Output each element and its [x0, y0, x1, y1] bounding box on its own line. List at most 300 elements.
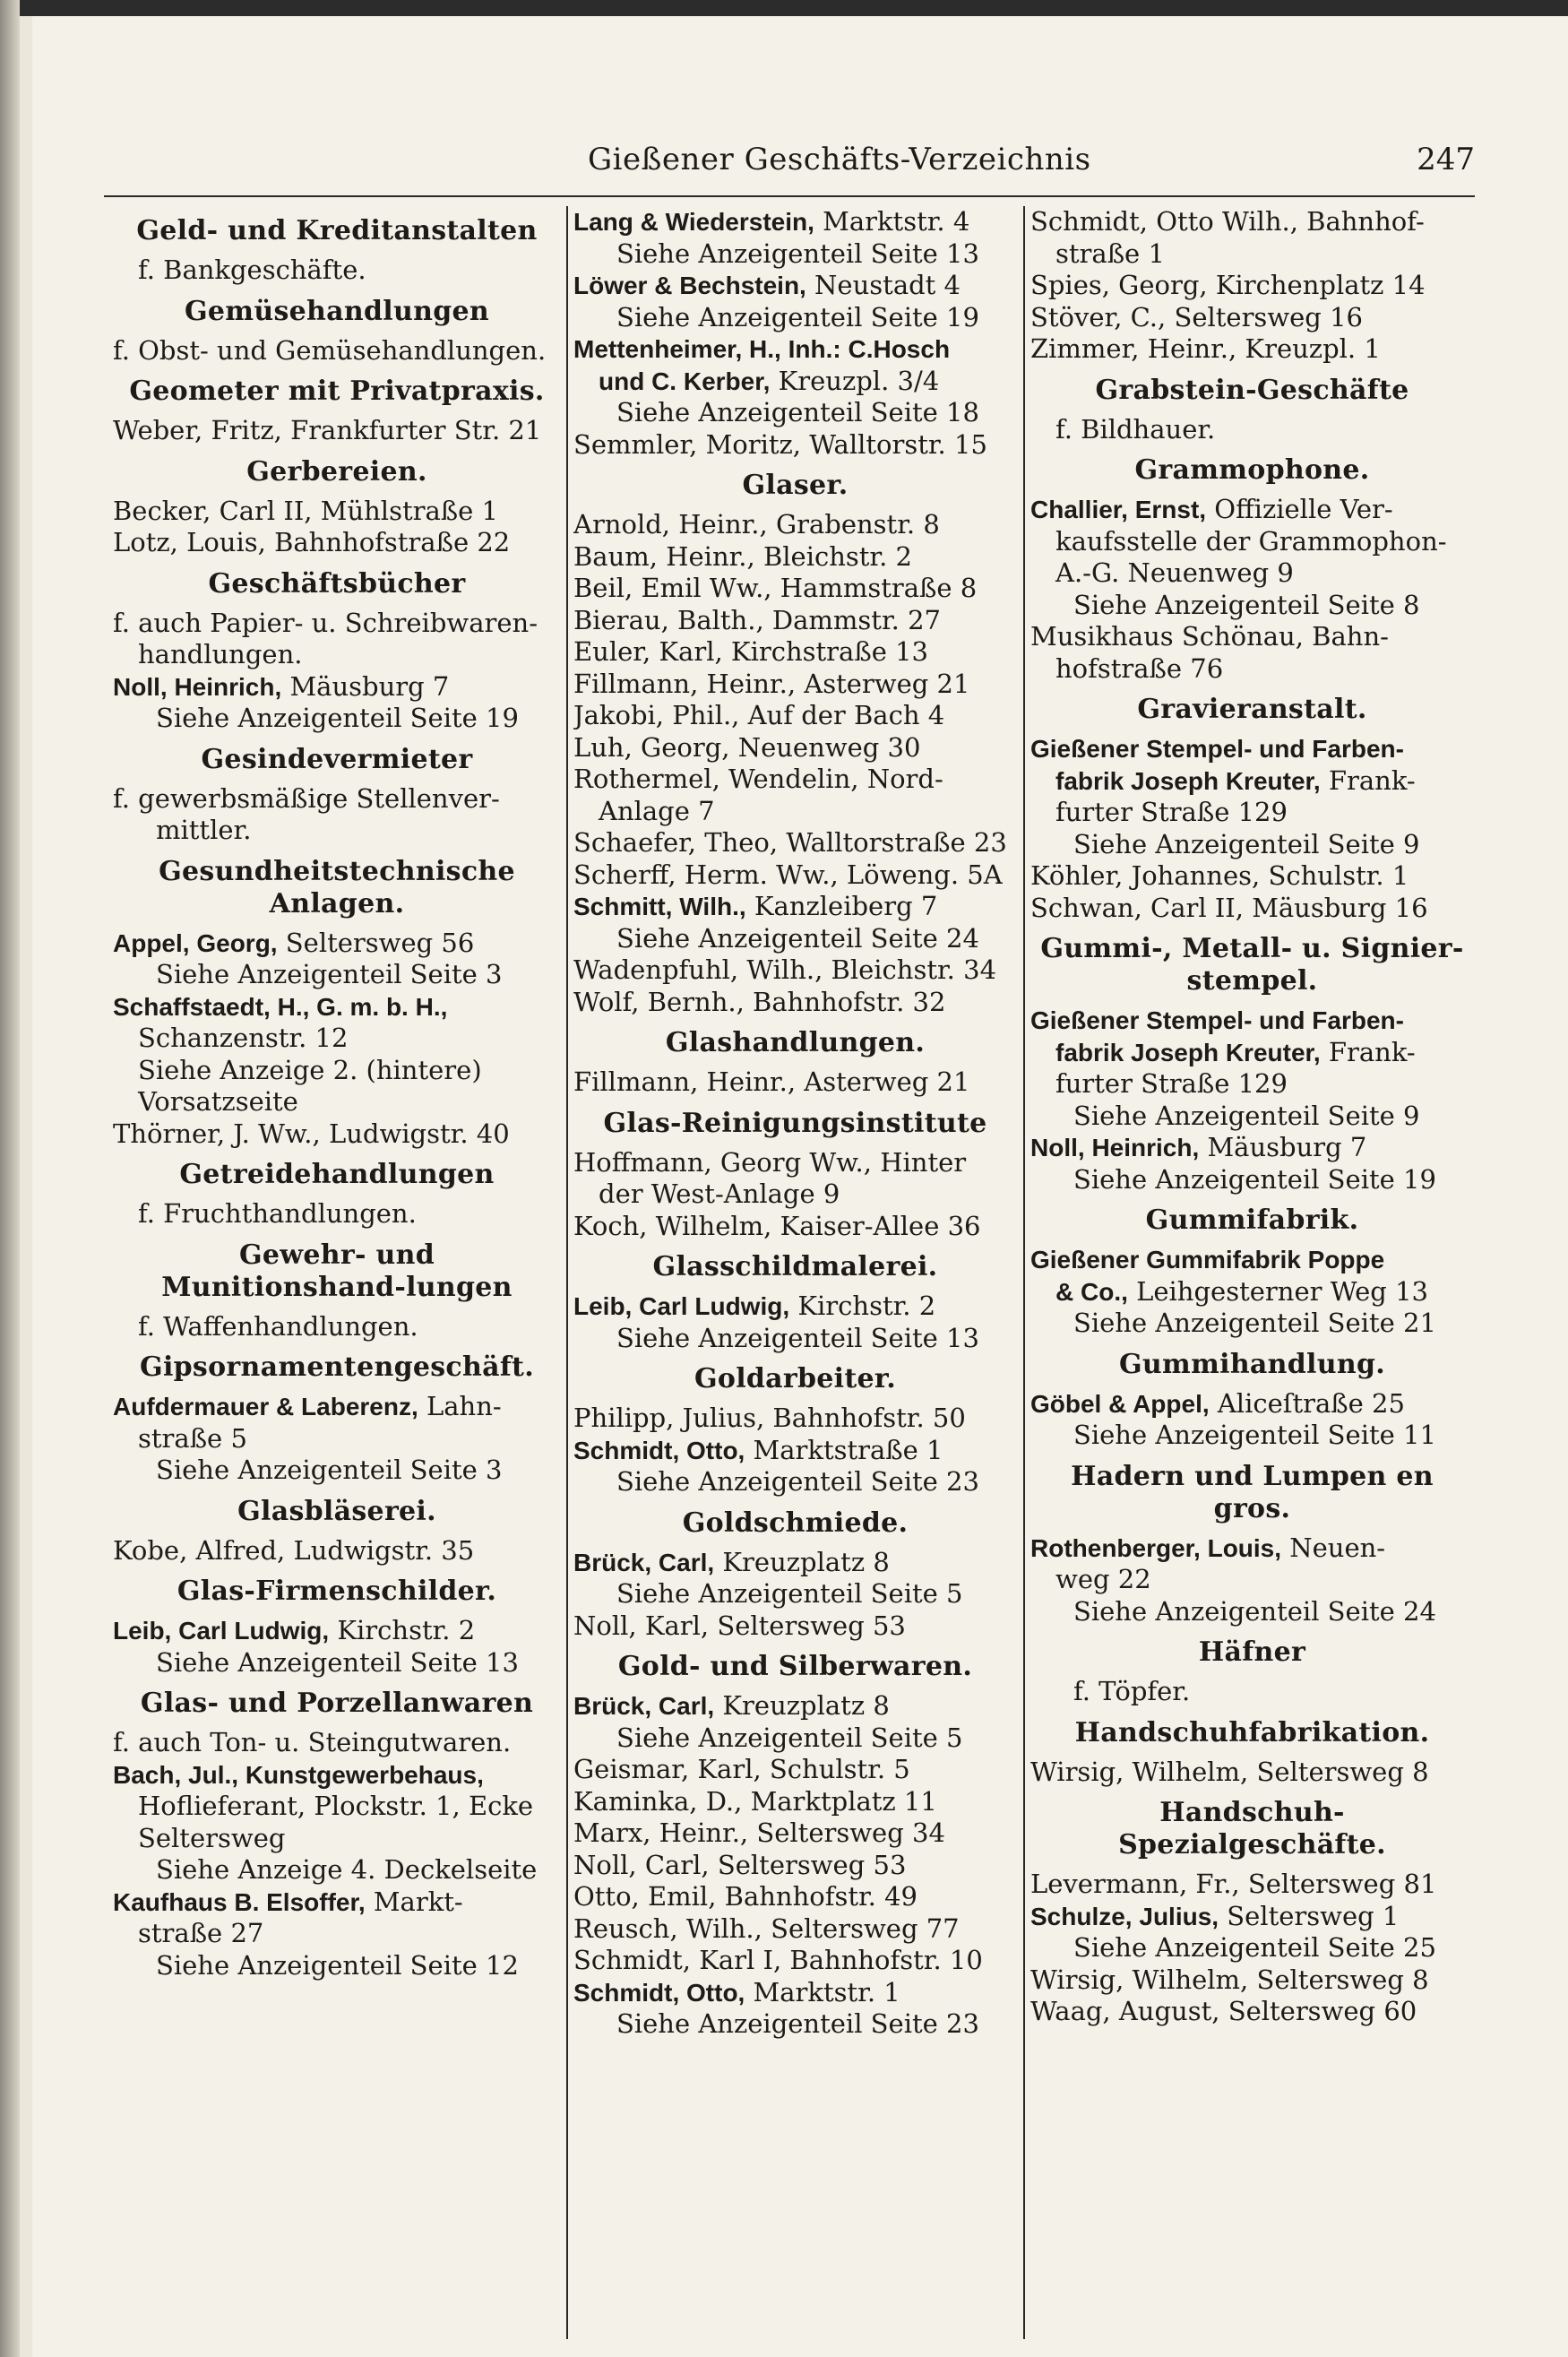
entry-text: Lahn- [418, 1391, 502, 1421]
category-heading: Gold- und Silberwaren. [617, 1651, 973, 1682]
page-title: Gießener Geschäfts-Verzeichnis [588, 142, 1091, 177]
entry-text: Frank- [1320, 764, 1416, 796]
entry-text: Siehe Anzeigenteil Seite 5 [616, 1722, 963, 1753]
entry-text: Thörner, J. Ww., Ludwigstr. 40 [113, 1118, 510, 1149]
column-divider [566, 206, 568, 2339]
entry-text: Reusch, Wilh., Seltersweg 77 [573, 1912, 960, 1944]
entry-text: Weber, Fritz, Frankfurter Str. 21 [113, 415, 542, 445]
entry-text: Semmler, Moritz, Walltorstr. 15 [573, 428, 987, 460]
directory-entry [1030, 1964, 1474, 1997]
entry-text: Siehe Anzeigenteil Seite 23 [616, 1466, 979, 1497]
advert-reference [1030, 1101, 1474, 1133]
directory-entry [573, 1435, 1017, 1467]
page-number: 247 [1417, 142, 1475, 177]
entry-name: Aufdermauer & Laberenz, [113, 1393, 418, 1420]
entry-text: Schwan, Carl II, Mäusburg 16 [1030, 892, 1428, 923]
entry-text: Fillmann, Heinr., Asterweg 21 [573, 1066, 970, 1097]
entry-text: Siehe Anzeigenteil Seite 5 [616, 1578, 963, 1609]
directory-entry [573, 509, 1017, 541]
category-heading: Grabstein-Geschäfte [1095, 374, 1409, 406]
directory-entry [573, 1547, 1017, 1579]
directory-entry [113, 527, 561, 559]
advert-reference [113, 1950, 561, 1982]
entry-text: Rothermel, Wendelin, Nord- [573, 764, 943, 794]
entry-text: Spies, Georg, Kirchenplatz 14 [1030, 270, 1426, 300]
directory-entry [1030, 414, 1474, 446]
category-heading: Gewehr- und Munitionshand-lungen [161, 1239, 513, 1303]
entry-text: Aliceſtraße 25 [1209, 1387, 1405, 1419]
directory-entry [113, 928, 561, 960]
entry-text: weg 22 [1055, 1564, 1151, 1594]
entry-text: Siehe Anzeigenteil Seite 11 [1073, 1420, 1436, 1450]
entry-text: Siehe Anzeigenteil Seite 3 [156, 959, 503, 989]
directory-entry [573, 1610, 1017, 1643]
entry-text: Frank- [1320, 1036, 1416, 1067]
entry-text: furter Straße 129 [1055, 1068, 1288, 1099]
entry-text: Siehe Anzeigenteil Seite 19 [1073, 1163, 1436, 1195]
entry-name: und C. Kerber, [599, 367, 771, 395]
category-heading: Glashandlungen. [665, 1027, 926, 1058]
entry-text: handlungen. [138, 639, 303, 669]
directory-entry [573, 1066, 1017, 1099]
entry-name: Gießener Gummifabrik Poppe [1030, 1246, 1385, 1273]
entry-text: Siehe Anzeigenteil Seite 12 [156, 1949, 519, 1981]
entry-text: Neuen- [1281, 1532, 1386, 1563]
advert-reference [573, 397, 1017, 429]
entry-name: fabrik Joseph Kreuter, [1055, 766, 1321, 795]
entry-text: Baum, Heinr., Bleichstr. 2 [573, 540, 912, 572]
category-heading: Geometer mit Privatpraxis. [129, 376, 545, 407]
entry-text: Offizielle Ver- [1206, 494, 1393, 524]
entry-text: furter Straße 129 [1055, 797, 1288, 827]
entry-name: Schmidt, Otto, [573, 1436, 745, 1464]
entry-text: Wirsig, Wilhelm, Seltersweg 8 [1030, 1756, 1429, 1787]
directory-entry [573, 1291, 1017, 1323]
category-heading: Glas- und Porzellanwaren [140, 1688, 534, 1719]
entry-text: Kaminka, D., Marktplatz 11 [573, 1785, 937, 1817]
directory-entry [573, 764, 1017, 796]
entry-text: straße 1 [1055, 237, 1165, 269]
entry-text: Siehe Anzeigenteil Seite 13 [616, 237, 979, 269]
category-heading: Grammophone. [1134, 454, 1370, 486]
advert-reference [573, 1466, 1017, 1498]
header-rule [104, 195, 1475, 197]
directory-entry [573, 1850, 1017, 1882]
advert-reference [1030, 829, 1474, 861]
entry-text: Siehe Anzeigenteil Seite 9 [1073, 1100, 1420, 1131]
directory-entry [113, 1118, 561, 1151]
directory-entry [113, 1055, 561, 1087]
entry-text: Otto, Emil, Bahnhofstr. 49 [573, 1881, 918, 1912]
advert-reference [1030, 1164, 1474, 1196]
directory-entry [113, 1086, 561, 1118]
directory-entry [573, 573, 1017, 605]
entry-text: Siehe Anzeigenteil Seite 13 [156, 1646, 519, 1678]
entry-text: Koch, Wilhelm, Kaiser-Allee 36 [573, 1210, 981, 1241]
directory-entry [1030, 526, 1474, 558]
entry-text: Siehe Anzeigenteil Seite 24 [616, 922, 979, 954]
entry-text: Köhler, Johannes, Schulstr. 1 [1030, 860, 1409, 891]
entry-text: Scherff, Herm. Ww., Löweng. 5A [573, 859, 1003, 890]
entry-text: Siehe Anzeigenteil Seite 18 [616, 397, 979, 427]
entry-text: Kobe, Alfred, Ludwigstr. 35 [113, 1534, 475, 1566]
category-heading: Gravieranstalt. [1137, 694, 1367, 725]
category-heading: Handschuh-Spezialgeschäfte. [1118, 1797, 1386, 1861]
entry-name: Schmitt, Wilh., [573, 893, 746, 920]
entry-text: Lotz, Louis, Bahnhofstraße 22 [113, 527, 511, 557]
directory-entry [113, 608, 561, 640]
directory-entry [1030, 1388, 1474, 1420]
advert-reference [113, 815, 561, 847]
entry-text: Schanzenstr. 12 [138, 1023, 349, 1053]
entry-name: Löwer & Bechstein, [573, 272, 806, 299]
entry-name: Leib, Carl Ludwig, [113, 1617, 330, 1645]
entry-text: der West-Anlage 9 [599, 1178, 840, 1209]
entry-name: Noll, Heinrich, [1030, 1134, 1200, 1161]
entry-text: f. Bildhauer. [1055, 413, 1216, 445]
directory-entry [1030, 1132, 1474, 1164]
entry-text: Geismar, Karl, Schulstr. 5 [573, 1754, 910, 1784]
entry-text: Mäusburg 7 [281, 670, 450, 702]
category-heading: Getreidehandlungen [179, 1159, 495, 1190]
directory-entry [573, 366, 1017, 398]
directory-entry [113, 639, 561, 671]
directory-entry [573, 1786, 1017, 1818]
entry-text: Kirchstr. 2 [329, 1615, 476, 1645]
directory-entry [113, 1423, 561, 1455]
directory-entry [573, 954, 1017, 987]
entry-text: f. Bankgeschäfte. [138, 255, 366, 285]
directory-entry [113, 1791, 561, 1823]
advert-reference [113, 1854, 561, 1886]
directory-entry [573, 605, 1017, 637]
directory-entry [1030, 797, 1474, 829]
entry-text: f. Obst- und Gemüsehandlungen. [113, 334, 547, 366]
advert-reference [1030, 1676, 1474, 1708]
directory-entry [573, 1913, 1017, 1946]
category-heading: Geschäftsbücher [208, 567, 466, 600]
entry-text: Vorsatzseite [138, 1086, 298, 1117]
entry-text: Marktstraße 1 [745, 1434, 943, 1465]
entry-text: Marktstr. 4 [814, 206, 970, 237]
entry-name: Leib, Carl Ludwig, [573, 1292, 790, 1320]
entry-text: Kanzleiberg 7 [745, 891, 938, 921]
entry-text: Fillmann, Heinr., Asterweg 21 [573, 668, 970, 699]
directory-entry [573, 891, 1017, 923]
directory-entry [1030, 1757, 1474, 1789]
category-heading: Gummifabrik. [1145, 1204, 1359, 1236]
advert-reference [113, 1455, 561, 1487]
entry-text: mittler. [156, 815, 252, 845]
entry-text: A.-G. Neuenweg 9 [1055, 557, 1294, 588]
entry-text: Schmidt, Otto Wilh., Bahnhof- [1030, 206, 1425, 237]
directory-entry [113, 671, 561, 704]
entry-name: Appel, Georg, [113, 928, 278, 957]
directory-entry [1030, 733, 1474, 765]
directory-entry [113, 335, 561, 367]
entry-text: Kirchstr. 2 [789, 1291, 936, 1321]
directory-entry [573, 429, 1017, 462]
entry-name: Göbel & Appel, [1030, 1389, 1210, 1418]
directory-entry [573, 1817, 1017, 1850]
advert-reference [1030, 1932, 1474, 1964]
directory-entry [113, 1391, 561, 1423]
entry-name: Mettenheimer, H., Inh.: C.Hosch [573, 335, 951, 363]
entry-text: Waag, August, Seltersweg 60 [1030, 1996, 1417, 2026]
entry-text: Levermann, Fr., Seltersweg 81 [1030, 1869, 1437, 1899]
advert-reference [573, 2008, 1017, 2041]
directory-entry [573, 1977, 1017, 2009]
category-heading: Gesundheitstechnische Anlagen. [159, 855, 515, 919]
advert-reference [113, 1647, 561, 1679]
entry-name: & Co., [1055, 1277, 1128, 1306]
directory-entry [1030, 206, 1474, 238]
column-1 [113, 206, 561, 2348]
entry-name: Noll, Heinrich, [113, 672, 282, 701]
directory-entry [573, 1754, 1017, 1786]
entry-text: Siehe Anzeigenteil Seite 19 [156, 703, 519, 733]
directory-entry [1030, 557, 1474, 590]
advert-reference [573, 238, 1017, 271]
entry-text: Beil, Emil Ww., Hammstraße 8 [573, 573, 978, 603]
directory-entry [1030, 1037, 1474, 1069]
entry-text: Mäusburg 7 [1199, 1132, 1367, 1162]
entry-text: f. auch Papier- u. Schreibwaren- [113, 607, 538, 638]
directory-entry [113, 1759, 561, 1791]
entry-name: Kaufhaus B. Elsoffer, [113, 1887, 366, 1916]
entry-text: Leihgesterner Weg 13 [1127, 1275, 1428, 1307]
directory-entry [113, 1886, 561, 1919]
directory-entry [1030, 1996, 1474, 2028]
category-heading: Hadern und Lumpen en gros. [1071, 1460, 1434, 1524]
directory-entry [113, 255, 561, 287]
entry-text: Noll, Karl, Seltersweg 53 [573, 1610, 906, 1641]
entry-name: Gießener Stempel- und Farben- [1030, 735, 1404, 763]
directory-entry [573, 1147, 1017, 1179]
book-binding-edge [0, 0, 20, 2357]
directory-entry [573, 1211, 1017, 1243]
directory-entry [113, 1311, 561, 1343]
directory-entry [1030, 653, 1474, 686]
directory-entry [113, 415, 561, 447]
directory-entry [1030, 1869, 1474, 1901]
entry-text: Kreuzpl. 3/4 [770, 365, 940, 396]
entry-text: Stöver, C., Seltersweg 16 [1030, 301, 1363, 332]
directory-entry [573, 859, 1017, 892]
directory-entry [1030, 1244, 1474, 1276]
entry-text: hofstraße 76 [1055, 652, 1224, 684]
entry-name: Lang & Wiederstein, [573, 208, 814, 236]
entry-text: Bierau, Balth., Dammstr. 27 [573, 604, 941, 635]
entry-text: Siehe Anzeigenteil Seite 3 [156, 1455, 503, 1485]
column-2 [573, 206, 1017, 2348]
entry-text: Siehe Anzeige 2. (hintere) [138, 1054, 482, 1085]
directory-entry [1030, 893, 1474, 925]
entry-name: Bach, Jul., Kunstgewerbehaus, [113, 1760, 484, 1789]
directory-entry [1030, 302, 1474, 334]
directory-entry [1030, 860, 1474, 893]
category-heading: Geld- und Kreditanstalten [136, 215, 538, 246]
entry-name: Rothenberger, Louis, [1030, 1533, 1282, 1562]
directory-entry [573, 1945, 1017, 1977]
entry-name: Schmidt, Otto, [573, 1978, 745, 2007]
category-heading: Glaser. [742, 470, 849, 501]
entry-text: Wolf, Bernh., Bahnhofstr. 32 [573, 986, 946, 1017]
directory-entry [113, 1023, 561, 1055]
entry-text: Siehe Anzeige 4. Deckelseite [156, 1854, 538, 1885]
entry-text: Siehe Anzeigenteil Seite 21 [1073, 1308, 1436, 1338]
entry-text: Schmidt, Karl I, Bahnhofstr. 10 [573, 1945, 983, 1975]
directory-entry [573, 541, 1017, 574]
entry-name: Brück, Carl, [573, 1548, 715, 1576]
entry-text: kaufsstelle der Grammophon- [1055, 525, 1447, 557]
entry-text: Arnold, Heinr., Grabenstr. 8 [573, 509, 940, 540]
directory-entry [113, 1615, 561, 1647]
category-heading: Häfner [1198, 1636, 1306, 1668]
entry-text: Euler, Karl, Kirchstraße 13 [573, 636, 928, 667]
directory-entry [573, 987, 1017, 1019]
directory-entry [1030, 494, 1474, 526]
directory-entry [573, 796, 1017, 828]
directory-entry [573, 333, 1017, 366]
entry-text: f. Töpfer. [1073, 1676, 1191, 1706]
entry-text: Neustadt 4 [806, 270, 961, 300]
directory-entry [1030, 1532, 1474, 1565]
entry-text: Siehe Anzeigenteil Seite 13 [616, 1322, 979, 1353]
advert-reference [1030, 1596, 1474, 1628]
directory-entry [1030, 1005, 1474, 1037]
entry-text: Siehe Anzeigenteil Seite 25 [1073, 1932, 1436, 1963]
advert-reference [113, 703, 561, 735]
directory-entry [573, 700, 1017, 732]
directory-entry [573, 669, 1017, 701]
directory-entry [113, 1198, 561, 1230]
category-heading: Glasbläserei. [237, 1495, 436, 1527]
entry-name: fabrik Joseph Kreuter, [1055, 1038, 1321, 1066]
entry-text: Anlage 7 [599, 795, 715, 826]
entry-text: Seltersweg 56 [277, 927, 475, 958]
advert-reference [1030, 590, 1474, 622]
entry-text: Seltersweg [138, 1822, 286, 1853]
advert-reference [1030, 1420, 1474, 1452]
advert-reference [573, 1578, 1017, 1610]
column-3 [1030, 206, 1474, 2348]
entry-text: Zimmer, Heinr., Kreuzpl. 1 [1030, 333, 1381, 364]
directory-entry [1030, 270, 1474, 302]
category-heading: Gipsornamentengeschäft. [140, 1351, 534, 1383]
directory-entry [1030, 621, 1474, 653]
column-divider [1023, 206, 1025, 2339]
entry-text: Siehe Anzeigenteil Seite 8 [1073, 589, 1420, 620]
category-heading: Gummi-, Metall- u. Signier-stempel. [1040, 933, 1464, 997]
entry-text: Hoflieferant, Plockstr. 1, Ecke [138, 1791, 534, 1821]
directory-entry [1030, 1276, 1474, 1308]
category-heading: Gerbereien. [246, 455, 427, 488]
entry-text: Jakobi, Phil., Auf der Bach 4 [573, 700, 945, 730]
advert-reference [573, 1722, 1017, 1755]
entry-text: Siehe Anzeigenteil Seite 9 [1073, 828, 1420, 859]
category-heading: Gummihandlung. [1119, 1348, 1385, 1380]
entry-text: f. gewerbsmäßige Stellenver- [113, 782, 500, 814]
directory-entry [113, 1918, 561, 1950]
category-heading: Gemüsehandlungen [185, 295, 489, 327]
directory-entry [1030, 1901, 1474, 1933]
entry-name: Challier, Ernst, [1030, 496, 1207, 523]
entry-text: straße 27 [138, 1918, 264, 1948]
entry-text: Wirsig, Wilhelm, Seltersweg 8 [1030, 1964, 1429, 1995]
directory-entry [573, 1178, 1017, 1211]
directory-page [32, 16, 1568, 2357]
entry-text: Luh, Georg, Neuenweg 30 [573, 731, 921, 763]
entry-text: Seltersweg 1 [1219, 1900, 1400, 1931]
advert-reference [573, 302, 1017, 334]
directory-entry [1030, 333, 1474, 366]
directory-entry [573, 636, 1017, 669]
advert-reference [113, 959, 561, 991]
entry-text: Siehe Anzeigenteil Seite 19 [616, 301, 979, 332]
entry-name: Brück, Carl, [573, 1692, 715, 1720]
entry-name: Schaffstaedt, H., G. m. b. H., [113, 992, 448, 1021]
entry-text: Wadenpfuhl, Wilh., Bleichstr. 34 [573, 954, 997, 985]
directory-entry [573, 732, 1017, 764]
advert-reference [573, 923, 1017, 955]
directory-entry [1030, 238, 1474, 271]
scan-top-band [0, 0, 1568, 16]
entry-text: Siehe Anzeigenteil Seite 23 [616, 2008, 979, 2039]
entry-text: straße 5 [138, 1422, 247, 1454]
entry-text: Siehe Anzeigenteil Seite 24 [1073, 1595, 1436, 1627]
entry-text: f. Waffenhandlungen. [138, 1310, 418, 1342]
entry-text: Kreuzplatz 8 [714, 1546, 890, 1577]
directory-entry [573, 827, 1017, 859]
category-heading: Glas-Firmenschilder. [177, 1576, 497, 1607]
directory-entry [113, 783, 561, 816]
directory-entry [573, 1403, 1017, 1435]
entry-text: f. auch Ton- u. Steingutwaren. [113, 1727, 512, 1757]
entry-name: Gießener Stempel- und Farben- [1030, 1006, 1404, 1034]
entry-text: Schaefer, Theo, Walltorstraße 23 [573, 827, 1007, 858]
directory-entry [113, 1823, 561, 1855]
category-heading: Gesindevermieter [201, 743, 473, 775]
directory-entry [573, 270, 1017, 302]
category-heading: Goldschmiede. [682, 1507, 909, 1539]
entry-text: Marx, Heinr., Seltersweg 34 [573, 1817, 945, 1848]
entry-text: Musikhaus Schönau, Bahn- [1030, 621, 1389, 652]
entry-text: Becker, Carl II, Mühlstraße 1 [113, 495, 498, 526]
directory-entry [1030, 1068, 1474, 1101]
category-heading: Glasschildmalerei. [652, 1251, 938, 1282]
entry-name: Schulze, Julius, [1030, 1902, 1219, 1930]
directory-entry [1030, 1564, 1474, 1596]
entry-text: Marktstr. 1 [745, 1976, 900, 2007]
entry-text: Markt- [365, 1886, 463, 1917]
entry-text: Philipp, Julius, Bahnhofstr. 50 [573, 1403, 966, 1433]
entry-text: Kreuzplatz 8 [714, 1690, 890, 1721]
directory-entry [113, 991, 561, 1023]
directory-entry [113, 1727, 561, 1759]
directory-entry [113, 1535, 561, 1567]
entry-text: Hoffmann, Georg Ww., Hinter [573, 1146, 967, 1178]
category-heading: Handschuhfabrikation. [1074, 1716, 1430, 1748]
entry-text: Noll, Carl, Seltersweg 53 [573, 1849, 907, 1880]
directory-entry [1030, 765, 1474, 798]
category-heading: Goldarbeiter. [694, 1363, 897, 1394]
advert-reference [1030, 1308, 1474, 1340]
entry-text: f. Fruchthandlungen. [138, 1198, 417, 1229]
directory-entry [573, 1690, 1017, 1722]
advert-reference [573, 1323, 1017, 1355]
directory-entry [113, 496, 561, 528]
